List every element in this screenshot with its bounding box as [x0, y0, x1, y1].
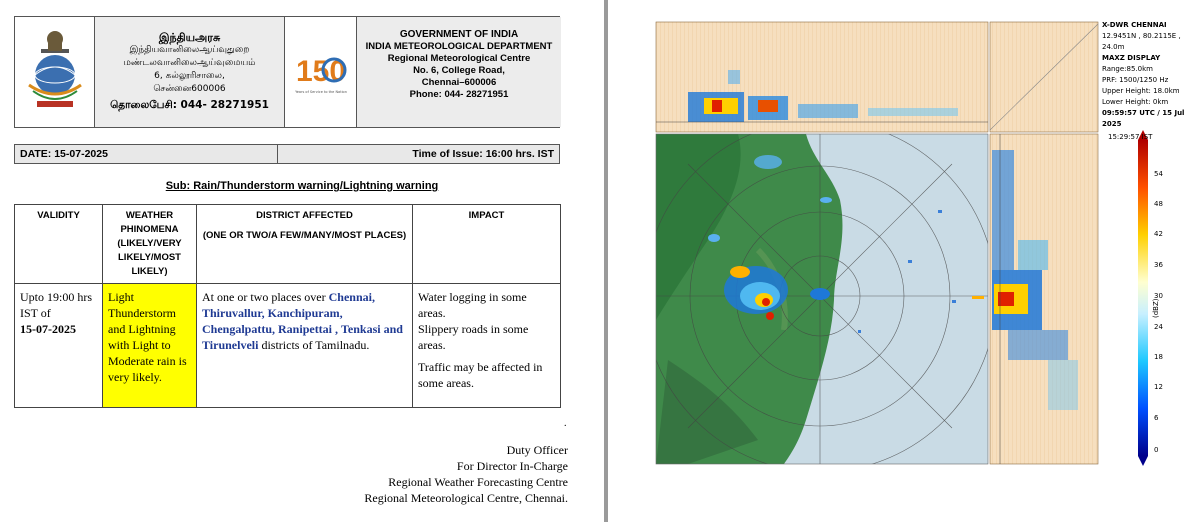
- stray-dot: .: [564, 418, 567, 429]
- radar-prf: PRF: 1500/1250 Hz: [1102, 76, 1169, 84]
- signature-line-1: Duty Officer: [506, 443, 568, 457]
- issue-time: Time of Issue: 16:00 hrs. IST: [412, 148, 554, 160]
- district-name: Kanchipuram,: [267, 306, 343, 320]
- imd-150-logo: [285, 17, 357, 127]
- warning-table: [14, 204, 561, 408]
- colorbar: [1138, 140, 1148, 456]
- district-name: Tenkasi: [341, 322, 381, 336]
- header-district-sub: (ONE OR TWO/A FEW/MANY/MOST PLACES): [202, 230, 407, 241]
- letterhead: [14, 16, 560, 128]
- colorbar-tick: 18: [1154, 353, 1163, 361]
- tamil-address: [95, 17, 285, 127]
- header-phenomena: WEATHER PHINOMENA (LIKELY/VERY LIKELY/MOST LIKELY): [103, 205, 197, 284]
- date-bar-divider: [277, 145, 278, 163]
- signature-line-3: Regional Weather Forecasting Centre: [388, 475, 568, 489]
- logo-number: 150: [295, 55, 347, 88]
- subject-line: Sub: Rain/Thunderstorm warning/Lightning warning: [165, 180, 439, 192]
- district-suffix: districts of Tamilnadu.: [261, 338, 370, 352]
- impact-3: Traffic may be affected in some areas.: [418, 360, 543, 390]
- radar-display: MAXZ DISPLAY: [1102, 54, 1161, 62]
- tamil-line-3: மண்டலவானிலைஆய்வுமையம்: [123, 58, 256, 68]
- radar-coords: 12.9451N , 80.2115E , 24.0m: [1102, 32, 1181, 51]
- radar-info: [1102, 20, 1200, 143]
- radar-upper: Upper Height: 18.0km: [1102, 87, 1180, 95]
- radar-utc: 09:59:57 UTC / 15 Jul 2025: [1102, 109, 1185, 128]
- national-emblem-icon: [15, 17, 95, 127]
- table-header-row: [15, 205, 561, 284]
- header-district-title: DISTRICT AFFECTED: [256, 210, 353, 221]
- district-name: Thiruvallur,: [202, 306, 265, 320]
- issue-date: DATE: 15-07-2025: [20, 148, 108, 160]
- imd-150-logo-icon: [285, 17, 357, 127]
- colorbar-unit: (dBZ): [1152, 298, 1160, 318]
- english-phone: Phone: 044- 28271951: [409, 89, 509, 100]
- date-bar: [14, 144, 560, 164]
- signature-line-4: Regional Meteorological Centre, Chennai.: [364, 491, 568, 505]
- district-name: Chennai,: [328, 290, 375, 304]
- tamil-line-2: இந்தியவானிலைஆய்வுதுறை: [129, 45, 250, 55]
- validity-text: Upto 19:00 hrs IST of: [20, 290, 92, 320]
- english-line-1: GOVERNMENT OF INDIA: [399, 29, 519, 40]
- tamil-line-5: சென்னை600006: [153, 84, 226, 94]
- cell-validity: [15, 284, 103, 408]
- impact-2: Slippery roads in some areas.: [418, 322, 529, 352]
- english-line-5: Chennai–600006: [421, 77, 497, 88]
- tamil-line-1: இந்தியஅரசு: [158, 31, 221, 44]
- header-district: [197, 205, 413, 284]
- english-line-3: Regional Meteorological Centre: [387, 53, 531, 64]
- signature-line-2: For Director In-Charge: [456, 459, 568, 473]
- english-line-4: No. 6, College Road,: [413, 65, 505, 76]
- radar-title: X-DWR CHENNAI: [1102, 21, 1167, 29]
- colorbar-tick: 12: [1154, 383, 1163, 391]
- tamil-phone: தொலைபேசி: 044- 28271951: [110, 99, 269, 111]
- signature-block: [364, 442, 568, 506]
- cell-districts: [197, 284, 413, 408]
- impact-1: Water logging in some areas.: [418, 290, 527, 320]
- colorbar-tick: 42: [1154, 230, 1163, 238]
- radar-lower: Lower Height: 0km: [1102, 98, 1169, 106]
- header-impact: IMPACT: [413, 205, 561, 284]
- colorbar-tick: 54: [1154, 170, 1163, 178]
- district-name: and Tirunelveli: [202, 322, 403, 352]
- cell-phenomena: Light Thunderstorm and Lightning with Light to Moderate rain is very likely.: [103, 284, 197, 408]
- district-name: Chengalpattu,: [202, 322, 276, 336]
- colorbar-tick: 30: [1154, 292, 1163, 300]
- tamil-line-4: 6, கல்லூரிசாலை,: [154, 71, 225, 81]
- logo-caption: Years of Service to the Nation: [295, 90, 347, 94]
- english-line-2: INDIA METEOROLOGICAL DEPARTMENT: [365, 41, 553, 52]
- colorbar-tick: 0: [1154, 446, 1159, 454]
- colorbar-tick: 36: [1154, 261, 1163, 269]
- district-prefix: At one or two places over: [202, 290, 326, 304]
- radar-map: [628, 100, 1008, 500]
- colorbar-tick: 6: [1154, 414, 1159, 422]
- district-name: Ranipettai ,: [278, 322, 339, 336]
- validity-date: 15-07-2025: [20, 322, 76, 336]
- radar-panel: [608, 0, 1200, 522]
- emblem-cell: [15, 17, 95, 127]
- header-validity: VALIDITY: [15, 205, 103, 284]
- radar-range: Range:85.0km: [1102, 65, 1154, 73]
- table-row: [15, 284, 561, 408]
- radar-ist: 15:29:57 IST: [1108, 133, 1153, 141]
- cell-impact: [413, 284, 561, 408]
- colorbar-tick: 48: [1154, 200, 1163, 208]
- colorbar-tick: 24: [1154, 323, 1163, 331]
- english-address: [357, 17, 561, 127]
